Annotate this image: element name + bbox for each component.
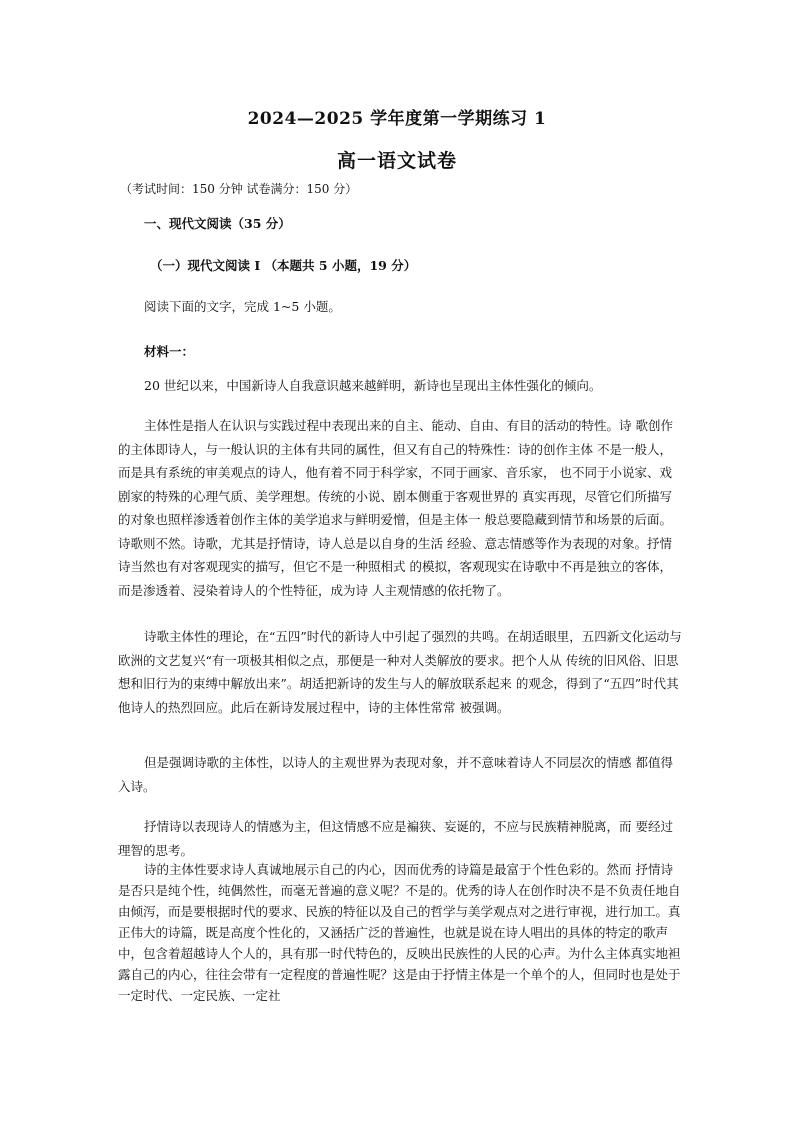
- exam-info: （考试时间：150 分钟 试卷满分：150 分）: [120, 182, 358, 196]
- material-label: 材料一：: [144, 344, 195, 359]
- reading-instruction: 阅读下面的文字，完成 1~5 小题。: [144, 299, 341, 314]
- paragraph: 诗歌主体性的理论，在“五四”时代的新诗人中引起了强烈的共鸣。在胡适眼里，五四新文化运动与欧洲的文艺复兴“有一项极其相似之点，那便是一种对人类解放的要求。把个人从 传统的旧风俗、旧思想和旧行为的束缚中解放出来”。胡适把新诗的发生与人的解放联系起来 的观念，得到了“五四”时代其他诗人的热烈回应。此后在新诗发展过程中，诗的主体性常常 被强调。: [118, 629, 682, 715]
- subsection-heading: （一）现代文阅读 I （本题共 5 小题，19 分）: [150, 258, 417, 273]
- page-title: 2024—2025 学年度第一学期练习 1: [247, 109, 547, 129]
- paragraph: 但是强调诗歌的主体性，以诗人的主观世界为表现对象，并不意味着诗人不同层次的情感 都值得入诗。: [118, 755, 673, 794]
- paragraph: 20 世纪以来，中国新诗人自我意识越来越鲜明，新诗也呈现出主体性强化的倾向。: [144, 378, 602, 393]
- paragraph: 抒情诗以表现诗人的情感为主，但这情感不应是褊狭、妄诞的，不应与民族精神脱离，而 要经过理智的思考。: [118, 819, 673, 858]
- paragraph: 主体性是指人在认识与实践过程中表现出来的自主、能动、自由、有目的活动的特性。诗 歌创作的主体即诗人，与一般认识的主体有共同的属性，但又有自己的特殊性：诗的创作主体 不是一般人，而是具有系统的审美观点的诗人，他有着不同于科学家，不同于画家、音乐家， 也不同于小说家、戏剧家的特殊的心理气质、美学理想。传统的小说、剧本侧重于客观世界的 真实再现，尽管它们所描写的对象也照样渗透着创作主体的美学追求与鲜明爱憎，但是主体一 般总要隐藏到情节和场景的后面。诗歌则不然。诗歌，尤其是抒情诗，诗人总是以自身的生活 经验、意志情感等作为表现的对象。抒情诗当然也有对客观现实的描写，但它不是一种照相式 的模拟，客观现实在诗歌中不再是独立的客体，而是渗透着、浸染着诗人的个性特征，成为诗 人主观情感的依托物了。: [118, 418, 673, 598]
- page-subtitle: 高一语文试卷: [336, 150, 457, 172]
- paragraph: 诗的主体性要求诗人真诚地展示自己的内心，因而优秀的诗篇是最富于个性色彩的。然而 抒情诗是否只是纯个性，纯偶然性，而毫无普遍的意义呢？不是的。优秀的诗人在创作时决不是不负责任地自由倾泻，而是要根据时代的要求、民族的特征以及自己的哲学与美学观点对之进行审视，进行加工。真正伟大的诗篇，既是高度个性化的，又涵括广泛的普遍性，也就是说在诗人唱出的具体的特定的歌声中，包含着超越诗人个人的，具有那一时代特色的，反映出民族性的人民的心声。为什么主体真实地袒露自己的内心，往往会带有一定程度的普遍性呢？这是由于抒情主体是一个单个的人，但同时也是处于一定时代、一定民族、一定社: [118, 862, 681, 1003]
- section-heading: 一、现代文阅读（35 分）: [144, 216, 291, 231]
